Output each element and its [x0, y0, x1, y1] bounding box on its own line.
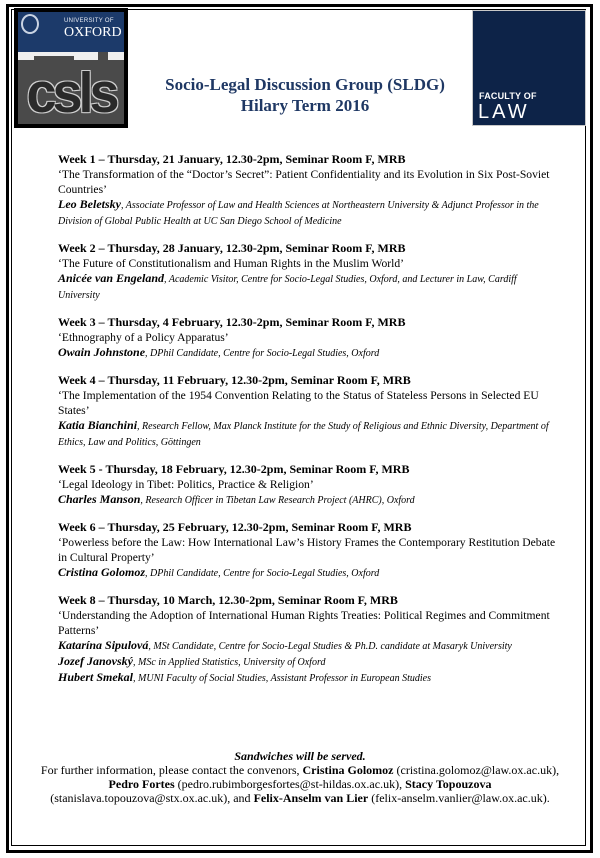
- talk-title: ‘Legal Ideology in Tibet: Politics, Practice & Religion’: [58, 478, 314, 491]
- contact-email[interactable]: (cristina.golomoz@law.ox.ac.uk),: [393, 763, 560, 777]
- speaker: [58, 638, 558, 654]
- law-label: LAW: [478, 101, 530, 123]
- faculty-of-label: FACULTY OF: [479, 91, 537, 101]
- speaker-name: Hubert Smekal: [58, 670, 134, 684]
- session-heading: Week 6 – Thursday, 25 February, 12.30-2pm, Seminar Room F, MRB: [58, 520, 412, 534]
- session-item: [58, 241, 558, 303]
- csls-acronym: csls: [26, 61, 116, 125]
- page-title: [135, 74, 475, 116]
- speaker-affiliation: , Research Officer in Tibetan Law Research Project (AHRC), Oxford: [140, 495, 415, 506]
- session-item: [58, 373, 558, 450]
- session-heading: Week 2 – Thursday, 28 January, 12.30-2pm, Seminar Room F, MRB: [58, 241, 406, 255]
- speaker: [58, 345, 558, 361]
- speaker-affiliation: , Associate Professor of Law and Health Sciences at Northeastern University & Adjunct Professor in the Division of Global Public Health at UC San Diego School of Medicine: [58, 200, 539, 227]
- speaker-affiliation: , DPhil Candidate, Centre for Socio-Legal Studies, Oxford: [145, 568, 380, 579]
- oxford-crest-icon: [21, 14, 39, 34]
- speaker: [58, 418, 558, 450]
- speaker-affiliation: , MSc in Applied Statistics, University of Oxford: [133, 657, 326, 668]
- talk-title: ‘Understanding the Adoption of International Human Rights Treaties: Political Regimes and Commitment Patterns’: [58, 609, 550, 637]
- speaker-affiliation: , MUNI Faculty of Social Studies, Assistant Professor in European Studies: [133, 673, 431, 684]
- session-heading: Week 1 – Thursday, 21 January, 12.30-2pm, Seminar Room F, MRB: [58, 152, 406, 166]
- sandwiches-note: Sandwiches will be served.: [234, 749, 366, 763]
- contact-name: Pedro Fortes: [108, 777, 175, 791]
- faculty-of-law-logo: [472, 10, 586, 126]
- talk-title: ‘The Transformation of the “Doctor’s Secret”: Patient Confidentiality and its Evolution in Six Post-Soviet Countries’: [58, 168, 550, 196]
- session-heading: Week 8 – Thursday, 10 March, 12.30-2pm, Seminar Room F, MRB: [58, 593, 398, 607]
- contact-email[interactable]: (felix-anselm.vanlier@law.ox.ac.uk).: [368, 791, 550, 805]
- talk-title: ‘Powerless before the Law: How International Law’s History Frames the Contemporary Restitution Debate in Cultural Property’: [58, 536, 556, 564]
- contact-email[interactable]: (pedro.rubimborgesfortes@st-hildas.ox.ac.uk),: [174, 777, 406, 791]
- speaker-affiliation: , MSt Candidate, Centre for Socio-Legal Studies & Ph.D. candidate at Masaryk University: [148, 641, 512, 652]
- speaker-name: Cristina Golomoz: [58, 565, 146, 579]
- speaker: [58, 565, 558, 581]
- speaker-affiliation: , DPhil Candidate, Centre for Socio-Legal Studies, Oxford: [145, 348, 380, 359]
- speaker-affiliation: , Research Fellow, Max Planck Institute for the Study of Religious and Ethnic Diversity, Department of Ethics, Law and Politics, Göttingen: [58, 421, 549, 448]
- title-line-term: Hilary Term 2016: [240, 96, 370, 115]
- speaker-name: Owain Johnstone: [58, 345, 146, 359]
- session-heading: Week 4 – Thursday, 11 February, 12.30-2pm, Seminar Room F, MRB: [58, 373, 411, 387]
- speaker: [58, 670, 558, 686]
- session-item: [58, 315, 558, 361]
- speaker: [58, 197, 558, 229]
- speaker-name: Leo Beletsky: [58, 197, 121, 211]
- talk-title: ‘The Implementation of the 1954 Convention Relating to the Status of Stateless Persons in Selected EU States’: [58, 389, 539, 417]
- session-item: [58, 593, 558, 686]
- session-heading: Week 3 – Thursday, 4 February, 12.30-2pm, Seminar Room F, MRB: [58, 315, 406, 329]
- contact-info: [40, 763, 560, 805]
- speaker-name: Charles Manson: [58, 492, 141, 506]
- contact-name: Cristina Golomoz: [302, 763, 394, 777]
- university-of-label: UNIVERSITY OF: [64, 18, 114, 24]
- contact-name: Felix-Anselm van Lier: [253, 791, 369, 805]
- session-item: [58, 462, 558, 508]
- speaker: [58, 271, 558, 303]
- session-item: [58, 152, 558, 229]
- speaker-name: Jozef Janovský: [58, 654, 133, 668]
- speaker-affiliation: , Academic Visitor, Centre for Socio-Legal Studies, Oxford, and Lecturer in Law, Cardiff University: [58, 274, 517, 301]
- session-heading: Week 5 - Thursday, 18 February, 12.30-2pm, Seminar Room F, MRB: [58, 462, 410, 476]
- contact-name: Stacy Topouzova: [405, 777, 492, 791]
- csls-oxford-logo: [14, 8, 128, 128]
- contact-email[interactable]: (stanislava.topouzova@stx.ox.ac.uk), and: [50, 791, 254, 805]
- footer: [40, 749, 560, 805]
- talk-title: ‘The Future of Constitutionalism and Human Rights in the Muslim World’: [58, 257, 405, 270]
- session-list: [58, 152, 558, 698]
- speaker: [58, 492, 558, 508]
- speaker-name: Anicée van Engeland: [58, 271, 165, 285]
- speaker-name: Katarína Sipulová: [58, 638, 149, 652]
- talk-title: ‘Ethnography of a Policy Apparatus’: [58, 331, 229, 344]
- speaker-name: Katia Bianchini: [58, 418, 138, 432]
- oxford-label: OXFORD: [64, 25, 122, 40]
- speaker: [58, 654, 558, 670]
- contact-intro: For further information, please contact the convenors,: [40, 763, 303, 777]
- session-item: [58, 520, 558, 581]
- title-line-group: Socio-Legal Discussion Group (SLDG): [165, 75, 445, 94]
